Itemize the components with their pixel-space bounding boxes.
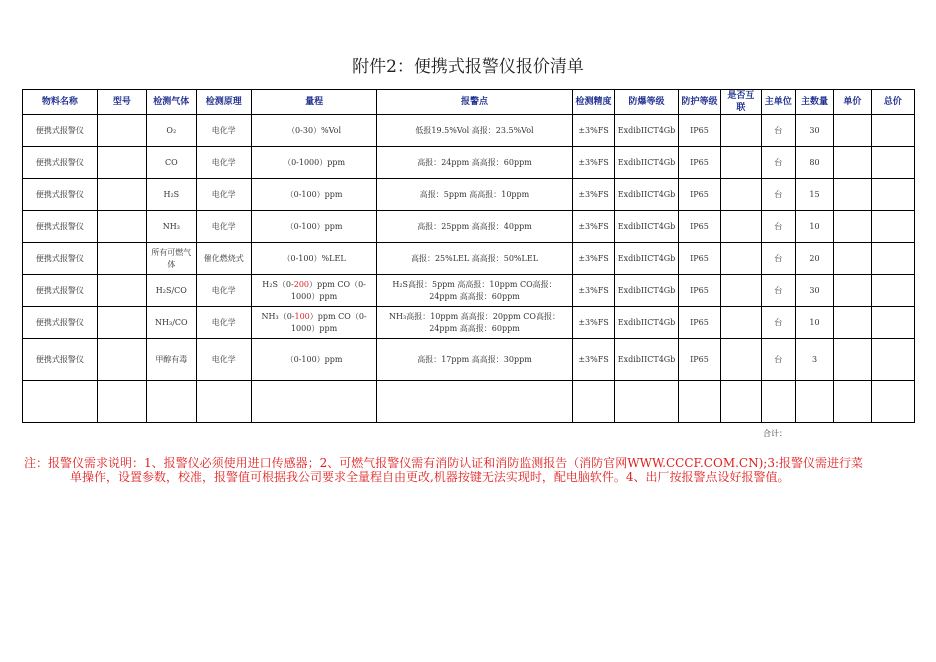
cell-name: 便携式报警仪	[23, 179, 98, 211]
cell-protection: IP65	[678, 339, 720, 381]
cell-unit: 台	[761, 307, 795, 339]
cell-alarm: 低报19.5%Vol 高报：23.5%Vol	[377, 115, 573, 147]
cell-qty: 30	[795, 115, 833, 147]
cell-total	[871, 275, 914, 307]
cell-explosion: ExdibIICT4Gb	[615, 147, 679, 179]
cell-model	[97, 339, 146, 381]
range-highlight: 100	[294, 311, 310, 321]
cell-total	[871, 147, 914, 179]
range-text: （0-100）ppm	[285, 354, 343, 364]
range-text: （0-30）%Vol	[287, 125, 342, 135]
header-cell: 是否互联	[721, 90, 761, 115]
cell-alarm: 高报：25ppm 高高报：40ppm	[377, 211, 573, 243]
range-text-tail: ）ppm CO（0-1000）ppm	[290, 311, 367, 333]
cell-gas: CO	[147, 147, 196, 179]
empty-cell	[615, 381, 679, 423]
cell-interconnect	[721, 211, 761, 243]
header-cell: 总价	[871, 90, 914, 115]
header-cell: 防爆等级	[615, 90, 679, 115]
cell-price	[834, 275, 871, 307]
table-row	[23, 115, 915, 147]
total-label: 合计：	[763, 429, 787, 438]
cell-explosion: ExdibIICT4Gb	[615, 243, 679, 275]
cell-protection: IP65	[678, 147, 720, 179]
cell-total	[871, 211, 914, 243]
cell-interconnect	[721, 243, 761, 275]
cell-alarm: 高报：5ppm 高高报：10ppm	[377, 179, 573, 211]
cell-price	[834, 147, 871, 179]
cell-interconnect	[721, 307, 761, 339]
cell-principle: 电化学	[196, 307, 251, 339]
cell-price	[834, 115, 871, 147]
cell-precision: ±3%FS	[572, 275, 614, 307]
empty-cell	[721, 381, 761, 423]
cell-qty: 10	[795, 211, 833, 243]
empty-cell	[834, 381, 871, 423]
cell-precision: ±3%FS	[572, 307, 614, 339]
empty-cell	[795, 381, 833, 423]
cell-precision: ±3%FS	[572, 147, 614, 179]
cell-range	[252, 243, 377, 275]
table-row	[23, 179, 915, 211]
cell-protection: IP65	[678, 307, 720, 339]
cell-qty: 30	[795, 275, 833, 307]
cell-explosion: ExdibIICT4Gb	[615, 115, 679, 147]
cell-protection: IP65	[678, 275, 720, 307]
cell-price	[834, 243, 871, 275]
cell-precision: ±3%FS	[572, 339, 614, 381]
cell-model	[97, 115, 146, 147]
cell-range	[252, 307, 377, 339]
cell-total	[871, 179, 914, 211]
cell-price	[834, 307, 871, 339]
cell-principle: 电化学	[196, 179, 251, 211]
empty-cell	[23, 381, 98, 423]
table-body	[23, 115, 915, 423]
cell-protection: IP65	[678, 211, 720, 243]
cell-explosion: ExdibIICT4Gb	[615, 307, 679, 339]
cell-name: 便携式报警仪	[23, 307, 98, 339]
cell-unit: 台	[761, 275, 795, 307]
cell-principle: 电化学	[196, 115, 251, 147]
cell-alarm: NH₃高报：10ppm 高高报：20ppm CO高报：24ppm 高高报：60ppm	[377, 307, 573, 339]
header-cell: 检测精度	[572, 90, 614, 115]
empty-cell	[678, 381, 720, 423]
header-cell: 主数量	[795, 90, 833, 115]
cell-unit: 台	[761, 179, 795, 211]
header-cell: 防护等级	[678, 90, 720, 115]
cell-range	[252, 179, 377, 211]
cell-precision: ±3%FS	[572, 179, 614, 211]
cell-price	[834, 211, 871, 243]
requirements-note	[24, 456, 914, 484]
cell-name: 便携式报警仪	[23, 147, 98, 179]
cell-model	[97, 307, 146, 339]
empty-cell	[377, 381, 573, 423]
cell-total	[871, 339, 914, 381]
empty-cell	[871, 381, 914, 423]
cell-unit: 台	[761, 339, 795, 381]
cell-name: 便携式报警仪	[23, 339, 98, 381]
table-row	[23, 211, 915, 243]
cell-explosion: ExdibIICT4Gb	[615, 275, 679, 307]
cell-protection: IP65	[678, 179, 720, 211]
cell-price	[834, 179, 871, 211]
empty-cell	[97, 381, 146, 423]
range-text: NH₃（0-	[261, 311, 295, 321]
cell-total	[871, 243, 914, 275]
cell-name: 便携式报警仪	[23, 211, 98, 243]
cell-qty: 20	[795, 243, 833, 275]
cell-range	[252, 147, 377, 179]
cell-precision: ±3%FS	[572, 115, 614, 147]
empty-row	[23, 381, 915, 423]
header-cell: 物料名称	[23, 90, 98, 115]
empty-cell	[572, 381, 614, 423]
cell-gas: 甲醇有毒	[147, 339, 196, 381]
cell-explosion: ExdibIICT4Gb	[615, 179, 679, 211]
header-cell: 型号	[97, 90, 146, 115]
cell-principle: 电化学	[196, 339, 251, 381]
cell-precision: ±3%FS	[572, 243, 614, 275]
cell-model	[97, 179, 146, 211]
cell-gas: H₂S	[147, 179, 196, 211]
cell-principle: 电化学	[196, 147, 251, 179]
table-row	[23, 339, 915, 381]
header-cell: 报警点	[377, 90, 573, 115]
cell-name: 便携式报警仪	[23, 243, 98, 275]
table-row	[23, 243, 915, 275]
cell-interconnect	[721, 339, 761, 381]
cell-principle: 电化学	[196, 275, 251, 307]
cell-range	[252, 211, 377, 243]
cell-alarm: H₂S高报：5ppm 高高报：10ppm CO高报：24ppm 高高报：60ppm	[377, 275, 573, 307]
cell-gas: NH₃	[147, 211, 196, 243]
note-line-1: 注：报警仪需求说明：1、报警仪必须使用进口传感器；2、可燃气报警仪需有消防认证和消防监测报告（消防官网WWW.CCCF.COM.CN);3:报警仪需进行菜	[24, 456, 864, 470]
range-text: H₂S（0-	[262, 279, 294, 289]
empty-cell	[252, 381, 377, 423]
cell-gas: H₂S/CO	[147, 275, 196, 307]
quote-table	[22, 89, 915, 423]
cell-principle: 催化燃烧式	[196, 243, 251, 275]
note-line-2: 单操作，设置参数，校准，报警值可根据我公司要求全量程自由更改,机器按键无法实现时，配电脑软件。4、出厂按报警点设好报警值。	[70, 470, 790, 484]
cell-range	[252, 339, 377, 381]
cell-principle: 电化学	[196, 211, 251, 243]
cell-model	[97, 243, 146, 275]
table-row	[23, 307, 915, 339]
cell-qty: 80	[795, 147, 833, 179]
cell-name: 便携式报警仪	[23, 115, 98, 147]
empty-cell	[147, 381, 196, 423]
cell-model	[97, 275, 146, 307]
cell-unit: 台	[761, 115, 795, 147]
table-row	[23, 147, 915, 179]
range-text: （0-100）ppm	[285, 189, 343, 199]
range-text-tail: ）ppm CO（0-1000）ppm	[290, 279, 366, 301]
empty-cell	[196, 381, 251, 423]
cell-gas: NH₃/CO	[147, 307, 196, 339]
cell-gas: O₂	[147, 115, 196, 147]
header-cell: 检测原理	[196, 90, 251, 115]
cell-range	[252, 115, 377, 147]
cell-name: 便携式报警仪	[23, 275, 98, 307]
cell-interconnect	[721, 115, 761, 147]
cell-price	[834, 339, 871, 381]
cell-precision: ±3%FS	[572, 211, 614, 243]
cell-range	[252, 275, 377, 307]
cell-qty: 3	[795, 339, 833, 381]
cell-interconnect	[721, 179, 761, 211]
cell-gas: 所有可燃气体	[147, 243, 196, 275]
header-cell: 量程	[252, 90, 377, 115]
cell-explosion: ExdibIICT4Gb	[615, 339, 679, 381]
header-cell: 单价	[834, 90, 871, 115]
range-text: （0-100）ppm	[285, 221, 343, 231]
cell-alarm: 高报：25%LEL 高高报：50%LEL	[377, 243, 573, 275]
empty-cell	[761, 381, 795, 423]
cell-total	[871, 115, 914, 147]
cell-unit: 台	[761, 243, 795, 275]
cell-model	[97, 147, 146, 179]
cell-protection: IP65	[678, 115, 720, 147]
table-row	[23, 275, 915, 307]
range-text: （0-1000）ppm	[283, 157, 346, 167]
page-title: 附件2：便携式报警仪报价清单	[352, 57, 584, 77]
range-text: （0-100）%LEL	[282, 253, 346, 263]
cell-unit: 台	[761, 211, 795, 243]
range-highlight: 200	[293, 279, 310, 289]
cell-interconnect	[721, 147, 761, 179]
cell-model	[97, 211, 146, 243]
cell-explosion: ExdibIICT4Gb	[615, 211, 679, 243]
cell-alarm: 高报：24ppm 高高报：60ppm	[377, 147, 573, 179]
header-row	[23, 90, 915, 115]
cell-unit: 台	[761, 147, 795, 179]
cell-qty: 15	[795, 179, 833, 211]
cell-qty: 10	[795, 307, 833, 339]
cell-total	[871, 307, 914, 339]
header-cell: 检测气体	[147, 90, 196, 115]
header-cell: 主单位	[761, 90, 795, 115]
cell-interconnect	[721, 275, 761, 307]
cell-alarm: 高报：17ppm 高高报：30ppm	[377, 339, 573, 381]
cell-protection: IP65	[678, 243, 720, 275]
